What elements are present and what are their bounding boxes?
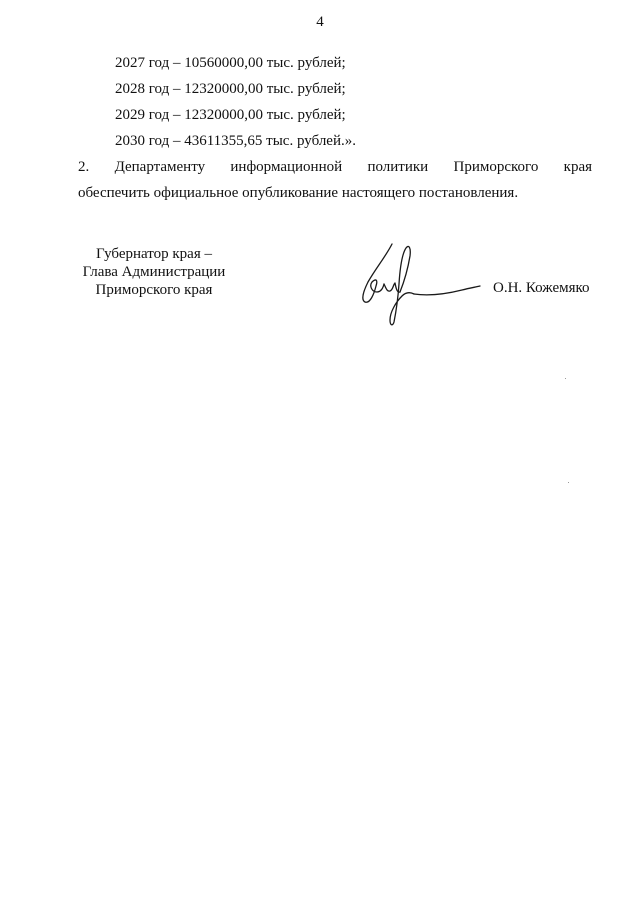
budget-line-2030: 2030 год – 43611355,65 тыс. рублей.». xyxy=(115,133,356,149)
signatory-title-line-1: Губернатор края – xyxy=(96,246,212,262)
signatory-title-line-2: Глава Администрации xyxy=(82,264,226,280)
page-number: 4 xyxy=(316,14,324,30)
signatory-title xyxy=(72,245,236,299)
budget-line-2028: 2028 год – 12320000,00 тыс. рублей; xyxy=(115,81,346,97)
paragraph-2-line-2: обеспечить официальное опубликование настоящего постановления. xyxy=(78,185,519,201)
handwritten-signature xyxy=(350,238,490,330)
scan-speck xyxy=(568,482,569,483)
budget-line-2029: 2029 год – 12320000,00 тыс. рублей; xyxy=(115,107,346,123)
signatory-title-line-3: Приморского края xyxy=(95,282,213,298)
signatory-name: О.Н. Кожемяко xyxy=(493,280,590,296)
paragraph-2-line-1: 2. Департаменту информационной политики Приморского края xyxy=(78,159,592,175)
scan-speck xyxy=(565,378,566,379)
budget-line-2027: 2027 год – 10560000,00 тыс. рублей; xyxy=(115,55,346,71)
